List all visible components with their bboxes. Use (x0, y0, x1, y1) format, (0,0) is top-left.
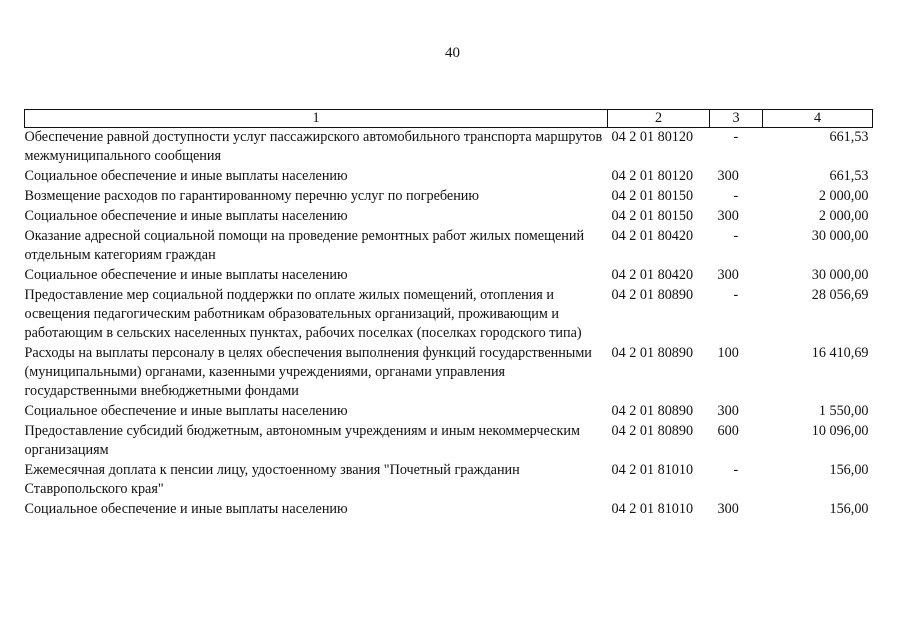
row-code: 04 2 01 80890 (611, 345, 694, 361)
row-code: 04 2 01 80420 (611, 228, 694, 244)
column-header-1: 1 (25, 110, 608, 128)
row-amount: 661,53 (829, 129, 869, 145)
table-row (25, 422, 873, 461)
table-row (25, 266, 873, 286)
row-amount: 16 410,69 (811, 345, 869, 361)
row-expense-type: 300 (717, 501, 739, 517)
row-amount: 30 000,00 (811, 267, 869, 283)
row-expense-type: 600 (717, 423, 739, 439)
row-amount: 156,00 (829, 462, 869, 478)
column-header-3: 3 (710, 110, 763, 128)
row-name: Обеспечение равной доступности услуг пассажирского автомобильного транспорта маршрутов межмуниципального сообщения (24, 129, 603, 164)
row-expense-type: - (733, 462, 739, 478)
row-name: Социальное обеспечение и иные выплаты населению (24, 208, 348, 224)
column-header-2: 2 (608, 110, 710, 128)
row-code: 04 2 01 80120 (611, 129, 694, 145)
row-name: Предоставление мер социальной поддержки по оплате жилых помещений, отопления и освещения педагогическим работникам образовательных организаций, проживающим и работающим в сельских населенных пунктах, рабочих поселках (поселках городского типа) (24, 287, 582, 341)
table-header-row (25, 110, 873, 128)
table-row (25, 286, 873, 344)
row-expense-type: 300 (717, 168, 739, 184)
row-name: Социальное обеспечение и иные выплаты населению (24, 403, 348, 419)
row-expense-type: 300 (717, 403, 739, 419)
row-amount: 156,00 (829, 501, 869, 517)
row-name: Социальное обеспечение и иные выплаты населению (24, 501, 348, 517)
row-name: Социальное обеспечение и иные выплаты населению (24, 267, 348, 283)
row-code: 04 2 01 80890 (611, 403, 694, 419)
column-header-4: 4 (763, 110, 873, 128)
page-number: 40 (445, 45, 460, 61)
row-amount: 28 056,69 (811, 287, 869, 303)
row-code: 04 2 01 80890 (611, 287, 694, 303)
row-amount: 2 000,00 (818, 188, 869, 204)
table-row (25, 344, 873, 402)
row-code: 04 2 01 80150 (611, 188, 694, 204)
row-name: Ежемесячная доплата к пенсии лицу, удостоенному звания "Почетный гражданин Ставропольского края" (24, 462, 520, 497)
row-name: Возмещение расходов по гарантированному перечню услуг по погребению (24, 188, 480, 204)
table-row (25, 207, 873, 227)
row-amount: 661,53 (829, 168, 869, 184)
row-code: 04 2 01 80890 (611, 423, 694, 439)
row-amount: 2 000,00 (818, 208, 869, 224)
row-name: Расходы на выплаты персоналу в целях обеспечения выполнения функций государственными (муниципальными) органами, казенными учреждениями, органами управления государственными внебюджетными фондами (24, 345, 592, 399)
row-expense-type: 100 (717, 345, 739, 361)
table-row (25, 167, 873, 187)
table-row (25, 227, 873, 266)
row-amount: 1 550,00 (818, 403, 869, 419)
row-amount: 30 000,00 (811, 228, 869, 244)
row-amount: 10 096,00 (811, 423, 869, 439)
row-expense-type: - (733, 228, 739, 244)
table-row (25, 461, 873, 500)
row-code: 04 2 01 80420 (611, 267, 694, 283)
row-name: Оказание адресной социальной помощи на проведение ремонтных работ жилых помещений отдельным категориям граждан (24, 228, 585, 263)
row-expense-type: - (733, 129, 739, 145)
row-code: 04 2 01 81010 (611, 501, 694, 517)
row-name: Предоставление субсидий бюджетным, автономным учреждениям и иным некоммерческим организациям (24, 423, 580, 458)
row-expense-type: 300 (717, 208, 739, 224)
row-code: 04 2 01 80150 (611, 208, 694, 224)
row-code: 04 2 01 81010 (611, 462, 694, 478)
budget-table (24, 109, 873, 520)
table-row (25, 187, 873, 207)
row-expense-type: 300 (717, 267, 739, 283)
table-row (25, 402, 873, 422)
table-row (25, 500, 873, 520)
row-expense-type: - (733, 188, 739, 204)
row-name: Социальное обеспечение и иные выплаты населению (24, 168, 348, 184)
row-code: 04 2 01 80120 (611, 168, 694, 184)
table-row (25, 128, 873, 168)
row-expense-type: - (733, 287, 739, 303)
